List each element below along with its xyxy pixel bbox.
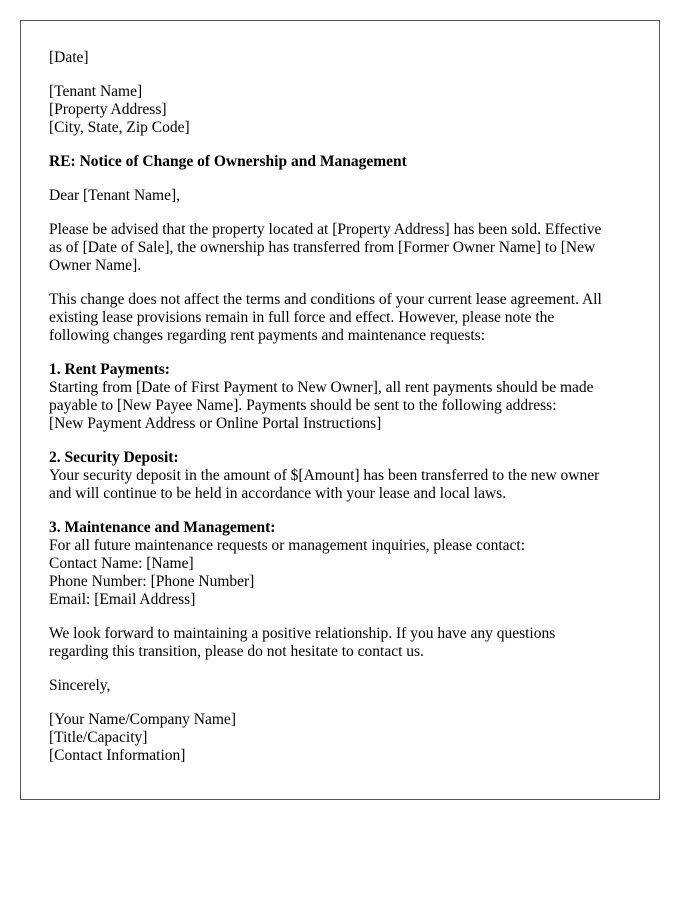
paragraph-line: regarding this transition, please do not hesitate to contact us. [49, 643, 424, 660]
signature-name: [Your Name/Company Name] [49, 711, 236, 728]
letter-date: [Date] [49, 49, 89, 66]
recipient-block [49, 83, 631, 137]
recipient-name: [Tenant Name] [49, 83, 143, 100]
subject-block [49, 153, 631, 171]
section-heading: 1. Rent Payments: [49, 361, 170, 378]
paragraph-line: We look forward to maintaining a positive relationship. If you have any questions [49, 625, 556, 642]
paragraph-line: existing lease provisions remain in full force and effect. However, please note the [49, 309, 555, 326]
paragraph-line: Owner Name]. [49, 257, 142, 274]
salutation: Dear [Tenant Name], [49, 187, 181, 204]
subject-line: RE: Notice of Change of Ownership and Management [49, 153, 407, 170]
salutation-block [49, 187, 631, 205]
sign-off-block [49, 677, 631, 695]
signature-block [49, 711, 631, 765]
signature-contact: [Contact Information] [49, 747, 186, 764]
paragraph-lease-unaffected [49, 291, 631, 345]
paragraph-line: This change does not affect the terms and conditions of your current lease agreement. All [49, 291, 602, 308]
contact-name-line: Contact Name: [Name] [49, 555, 194, 572]
closing-paragraph [49, 625, 631, 661]
section-line: payable to [New Payee Name]. Payments should be sent to the following address: [49, 397, 557, 414]
section-maintenance-management [49, 519, 631, 609]
date-block [49, 49, 631, 67]
section-line: Your security deposit in the amount of $[Amount] has been transferred to the new owner [49, 467, 600, 484]
section-rent-payments [49, 361, 631, 433]
paragraph-line: following changes regarding rent payments and maintenance requests: [49, 327, 486, 344]
letter-page [20, 20, 660, 800]
signature-title: [Title/Capacity] [49, 729, 148, 746]
section-line: Starting from [Date of First Payment to New Owner], all rent payments should be made [49, 379, 594, 396]
section-line: [New Payment Address or Online Portal Instructions] [49, 415, 382, 432]
section-line: For all future maintenance requests or management inquiries, please contact: [49, 537, 526, 554]
section-security-deposit [49, 449, 631, 503]
paragraph-sale-notice [49, 221, 631, 275]
recipient-city-state-zip: [City, State, Zip Code] [49, 119, 190, 136]
recipient-address: [Property Address] [49, 101, 167, 118]
section-line: and will continue to be held in accordance with your lease and local laws. [49, 485, 507, 502]
section-heading: 2. Security Deposit: [49, 449, 179, 466]
sign-off: Sincerely, [49, 677, 111, 694]
paragraph-line: Please be advised that the property located at [Property Address] has been sold. Effective [49, 221, 602, 238]
paragraph-line: as of [Date of Sale], the ownership has transferred from [Former Owner Name] to [New [49, 239, 596, 256]
phone-number-line: Phone Number: [Phone Number] [49, 573, 255, 590]
section-heading: 3. Maintenance and Management: [49, 519, 276, 536]
email-line: Email: [Email Address] [49, 591, 196, 608]
